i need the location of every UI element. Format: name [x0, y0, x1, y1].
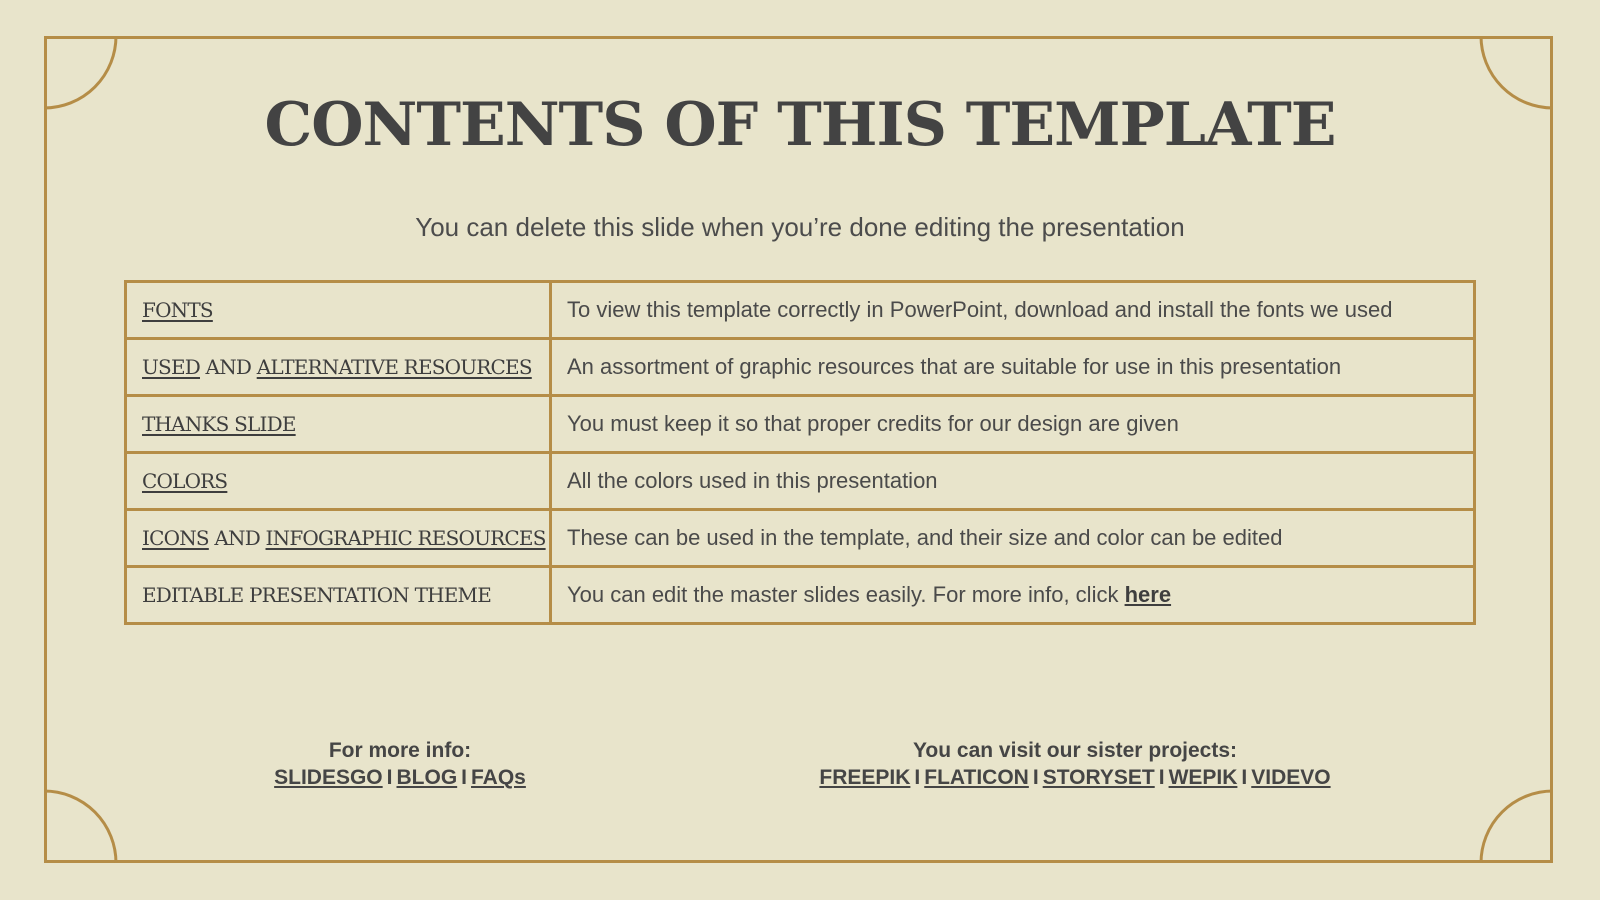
used-resources-link[interactable]: USED: [142, 355, 200, 379]
footer-sister-projects-links: [760, 764, 1390, 791]
slidesgo-link[interactable]: SLIDESGO: [274, 766, 383, 789]
videvo-link[interactable]: VIDEVO: [1251, 766, 1331, 789]
wepik-link[interactable]: WEPIK: [1168, 766, 1238, 789]
row-key-cell: [126, 282, 551, 339]
row-desc-cell: [551, 567, 1475, 624]
faqs-link[interactable]: FAQs: [471, 766, 526, 789]
link-separator: I: [1241, 766, 1248, 789]
row-desc-cell: All the colors used in this presentation: [551, 453, 1475, 510]
row-key-cell: [126, 510, 551, 567]
link-separator: I: [914, 766, 921, 789]
row-desc-cell: An assortment of graphic resources that are suitable for use in this presentation: [551, 339, 1475, 396]
fonts-link[interactable]: FONTS: [142, 298, 213, 322]
table-row: [126, 453, 1475, 510]
footer-more-info-heading: For more info:: [328, 739, 472, 762]
link-separator: I: [1158, 766, 1165, 789]
infographic-resources-link[interactable]: INFOGRAPHIC RESOURCES: [265, 526, 546, 550]
row-key-cell: [126, 453, 551, 510]
flaticon-link[interactable]: FLATICON: [924, 766, 1029, 789]
freepik-link[interactable]: FREEPIK: [819, 766, 911, 789]
thanks-slide-link[interactable]: THANKS SLIDE: [142, 412, 296, 436]
footer-more-info-links: [250, 764, 550, 791]
link-separator: I: [461, 766, 468, 789]
row-desc-cell: These can be used in the template, and their size and color can be edited: [551, 510, 1475, 567]
editable-theme-label: EDITABLE PRESENTATION THEME: [142, 583, 492, 607]
table-row: [126, 282, 1475, 339]
page-title: CONTENTS OF THIS TEMPLATE: [264, 90, 1336, 160]
table-row: [126, 339, 1475, 396]
footer-sister-projects: [760, 737, 1390, 791]
row-desc-cell: You must keep it so that proper credits for our design are given: [551, 396, 1475, 453]
alternative-resources-link[interactable]: ALTERNATIVE RESOURCES: [256, 355, 532, 379]
colors-link[interactable]: COLORS: [142, 469, 228, 493]
icons-link[interactable]: ICONS: [142, 526, 209, 550]
contents-table: [124, 280, 1476, 625]
row-key-connector: AND: [208, 526, 266, 550]
row-key-cell: [126, 567, 551, 624]
link-separator: I: [386, 766, 393, 789]
blog-link[interactable]: BLOG: [396, 766, 458, 789]
row-key-connector: AND: [200, 355, 257, 379]
table-row: [126, 396, 1475, 453]
row-key-cell: [126, 339, 551, 396]
storyset-link[interactable]: STORYSET: [1042, 766, 1155, 789]
footer-more-info: [250, 737, 550, 791]
footer-sister-projects-heading: You can visit our sister projects:: [912, 739, 1238, 762]
link-separator: I: [1032, 766, 1039, 789]
page-subtitle: You can delete this slide when you’re done editing the presentation: [415, 212, 1185, 242]
table-row: [126, 567, 1475, 624]
row-desc-text: You can edit the master slides easily. For more info, click: [567, 582, 1125, 607]
row-key-cell: [126, 396, 551, 453]
table-row: [126, 510, 1475, 567]
here-link[interactable]: here: [1124, 582, 1172, 607]
row-desc-cell: To view this template correctly in PowerPoint, download and install the fonts we used: [551, 282, 1475, 339]
